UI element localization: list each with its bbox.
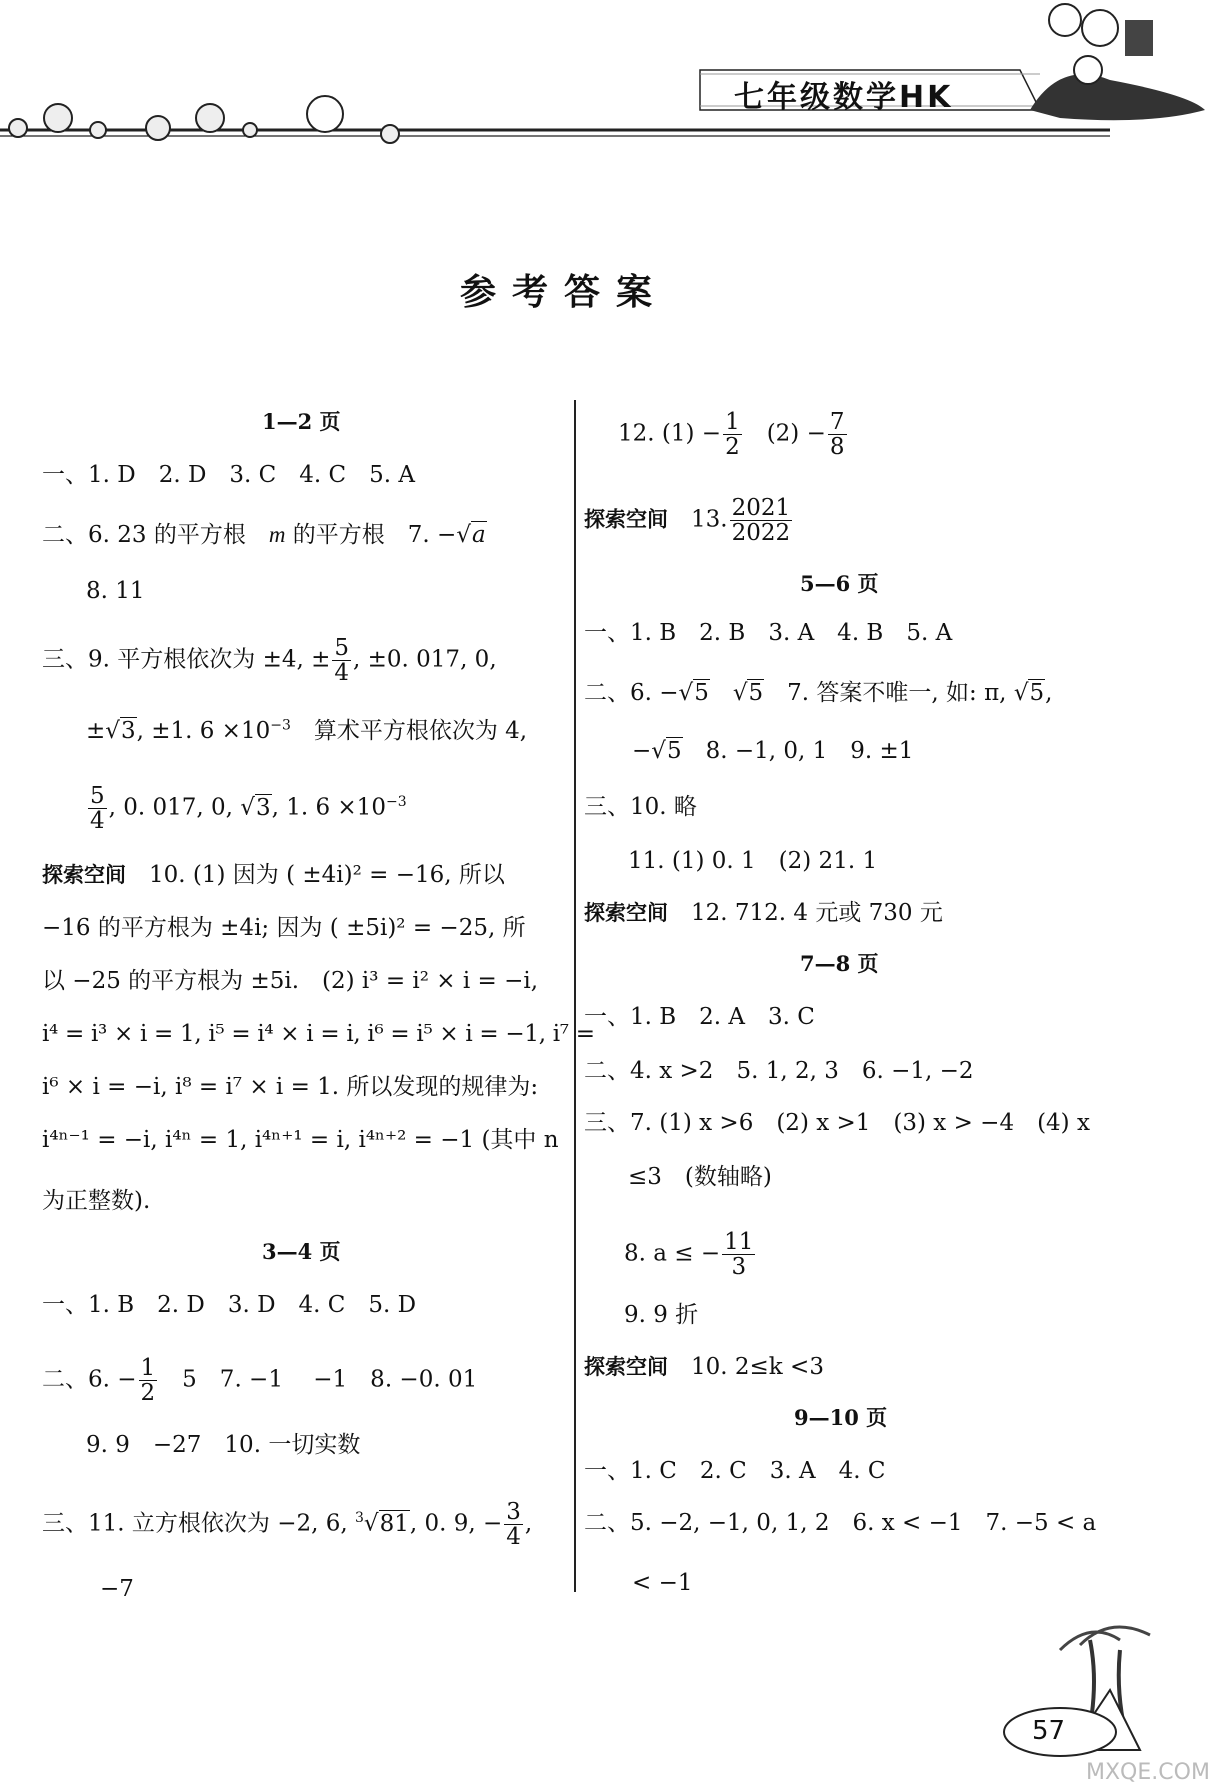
- text: 三、11. 立方根依次为 −2, 6,: [42, 1510, 355, 1537]
- explore-line: 为正整数).: [42, 1188, 151, 1214]
- root-index: 3: [354, 1509, 364, 1526]
- answer-line: [86, 784, 407, 833]
- answer-line: 9. 9 −27 10. 一切实数: [86, 1432, 361, 1458]
- text: 的平方根 7. −: [285, 522, 457, 548]
- text: 12. 712. 4 元或 730 元: [691, 900, 943, 926]
- text: m: [268, 522, 286, 547]
- fraction: [722, 1230, 755, 1279]
- answer-line: 三、10. 略: [584, 794, 697, 820]
- fraction: [828, 410, 847, 459]
- sqrt-icon: √: [732, 680, 748, 706]
- radicand: 3: [255, 794, 271, 821]
- denominator: 2: [725, 434, 740, 461]
- text: 10. 2≤k <3: [691, 1354, 824, 1380]
- fraction: [723, 410, 742, 459]
- section-title-1-2: 1—2 页: [262, 409, 341, 434]
- text: ±: [86, 718, 106, 744]
- text: , ±0. 017, 0,: [353, 646, 497, 673]
- numerator: 3: [506, 1499, 521, 1525]
- exponent: −3: [385, 793, 407, 810]
- column-divider: [574, 400, 576, 1592]
- sqrt-icon: √: [363, 1510, 379, 1537]
- radicand: 5: [1029, 680, 1045, 706]
- denominator: 4: [506, 1524, 521, 1551]
- sqrt-icon: √: [456, 522, 471, 548]
- answer-line: [42, 636, 497, 685]
- answer-line: [618, 410, 849, 459]
- text: 算术平方根依次为 4,: [290, 718, 528, 744]
- answer-line: [42, 520, 487, 550]
- text: , 1. 6 ×10: [271, 794, 386, 821]
- radicand: 5: [694, 680, 709, 706]
- fraction: [88, 784, 107, 833]
- radicand: 5: [748, 680, 764, 706]
- fraction: [332, 636, 351, 685]
- sqrt-icon: √: [240, 794, 255, 821]
- explore-line: [584, 1352, 824, 1382]
- text: 7. 答案不唯一, 如: π,: [764, 680, 1014, 706]
- answer-line: [86, 716, 527, 746]
- text: −: [632, 738, 652, 764]
- answer-line: 一、1. C 2. C 3. A 4. C: [584, 1458, 886, 1484]
- numerator: 5: [334, 635, 350, 661]
- fraction: [139, 1356, 158, 1405]
- answer-line: < −1: [632, 1570, 693, 1596]
- answer-line: 8. 11: [86, 578, 145, 604]
- section-title-9-10: 9—10 页: [794, 1405, 888, 1430]
- numerator: 5: [90, 783, 105, 809]
- answer-line: [624, 1230, 757, 1279]
- text: ,: [524, 1510, 533, 1537]
- answer-line: 一、1. B 2. B 3. A 4. B 5. A: [584, 620, 953, 646]
- explore-line: [584, 496, 794, 545]
- text: 13.: [691, 506, 728, 533]
- explore-line: [42, 860, 505, 890]
- answer-line: [42, 1500, 532, 1549]
- explore-label: 探索空间: [42, 863, 126, 887]
- radicand: a: [471, 522, 486, 548]
- explore-line: i⁶ × i = −i, i⁸ = i⁷ × i = 1. 所以发现的规律为:: [42, 1074, 539, 1100]
- page-title: 参考答案: [460, 271, 669, 313]
- exponent: −3: [270, 717, 291, 734]
- text: , 0. 017, 0,: [108, 794, 241, 821]
- denominator: 4: [90, 808, 105, 835]
- text: 5 7. −1 −1 8. −0. 01: [159, 1366, 478, 1393]
- sqrt-icon: √: [651, 738, 666, 764]
- header-decoration: [0, 0, 1226, 160]
- answer-line: 一、1. B 2. A 3. C: [584, 1004, 815, 1030]
- explore-line: 以 −25 的平方根为 ±5i. (2) i³ = i² × i = −i,: [42, 968, 539, 994]
- explore-line: i⁴ = i³ × i = 1, i⁵ = i⁴ × i = i, i⁶ = i⁵ × i = −1, i⁷ =: [42, 1021, 595, 1047]
- answer-line: 二、4. x >2 5. 1, 2, 3 6. −1, −2: [584, 1058, 974, 1084]
- explore-line: −16 的平方根为 ±4i; 因为 ( ±5i)² = −25, 所: [42, 915, 526, 941]
- text: , 0. 9, −: [409, 1510, 503, 1537]
- denominator: 8: [829, 434, 845, 461]
- numerator: 1: [725, 409, 740, 435]
- explore-label: 探索空间: [584, 507, 668, 532]
- sqrt-icon: √: [1013, 680, 1029, 706]
- footer-decoration: [1000, 1610, 1180, 1760]
- sqrt-icon: √: [678, 680, 694, 706]
- answer-line: 三、7. (1) x >6 (2) x >1 (3) x > −4 (4) x: [584, 1110, 1090, 1136]
- answer-line: [632, 736, 913, 766]
- text: ,: [1045, 680, 1053, 706]
- explore-line: [584, 898, 943, 928]
- text: 二、6. 23 的平方根: [42, 522, 269, 548]
- numerator: 2021: [731, 495, 791, 521]
- sqrt-icon: √: [105, 718, 120, 744]
- page-number: 57: [1032, 1716, 1066, 1746]
- fraction: [504, 1500, 523, 1549]
- denominator: 2: [140, 1380, 156, 1407]
- watermark: MXQE.COM: [1086, 1760, 1210, 1785]
- text: 10. (1) 因为 ( ±4i)² = −16, 所以: [149, 862, 505, 888]
- answer-line: 9. 9 折: [624, 1302, 699, 1328]
- section-title-3-4: 3—4 页: [262, 1239, 341, 1264]
- explore-label: 探索空间: [584, 901, 668, 925]
- text: 8. −1, 0, 1 9. ±1: [682, 738, 914, 764]
- answer-line: 11. (1) 0. 1 (2) 21. 1: [628, 848, 878, 874]
- text: 三、9. 平方根依次为 ±4, ±: [42, 646, 331, 673]
- denominator: 4: [334, 660, 350, 687]
- denominator: 2022: [731, 520, 791, 547]
- numerator: 11: [724, 1229, 754, 1255]
- answer-line: 一、1. D 2. D 3. C 4. C 5. A: [42, 462, 415, 488]
- section-title-7-8: 7—8 页: [800, 951, 879, 976]
- text: 12. (1) −: [618, 420, 722, 447]
- explore-line: i⁴ⁿ⁻¹ = −i, i⁴ⁿ = 1, i⁴ⁿ⁺¹ = i, i⁴ⁿ⁺² = −1 (其中 n: [42, 1127, 559, 1153]
- text: 8. a ≤ −: [624, 1240, 721, 1267]
- numerator: 1: [140, 1355, 156, 1381]
- answer-line: ≤3 (数轴略): [628, 1164, 772, 1190]
- text: , ±1. 6 ×10: [136, 718, 271, 744]
- answer-line: [42, 1356, 477, 1405]
- denominator: 3: [731, 1254, 747, 1281]
- answer-line: 二、5. −2, −1, 0, 1, 2 6. x < −1 7. −5 < a: [584, 1510, 1097, 1536]
- answer-line: −7: [100, 1576, 134, 1602]
- radicand: 3: [120, 718, 136, 744]
- radicand: 5: [666, 738, 682, 764]
- answer-line: [584, 678, 1052, 708]
- explore-label: 探索空间: [584, 1355, 668, 1379]
- radicand: 81: [379, 1510, 409, 1537]
- text: 二、6. −: [42, 1366, 137, 1393]
- text: (2) −: [743, 420, 826, 447]
- banner-title: 七年级数学HK: [734, 80, 954, 115]
- numerator: 7: [829, 409, 845, 435]
- answer-line: 一、1. B 2. D 3. D 4. C 5. D: [42, 1292, 417, 1318]
- text: 二、6. −: [584, 680, 679, 706]
- section-title-5-6: 5—6 页: [800, 571, 879, 596]
- fraction: [730, 496, 793, 545]
